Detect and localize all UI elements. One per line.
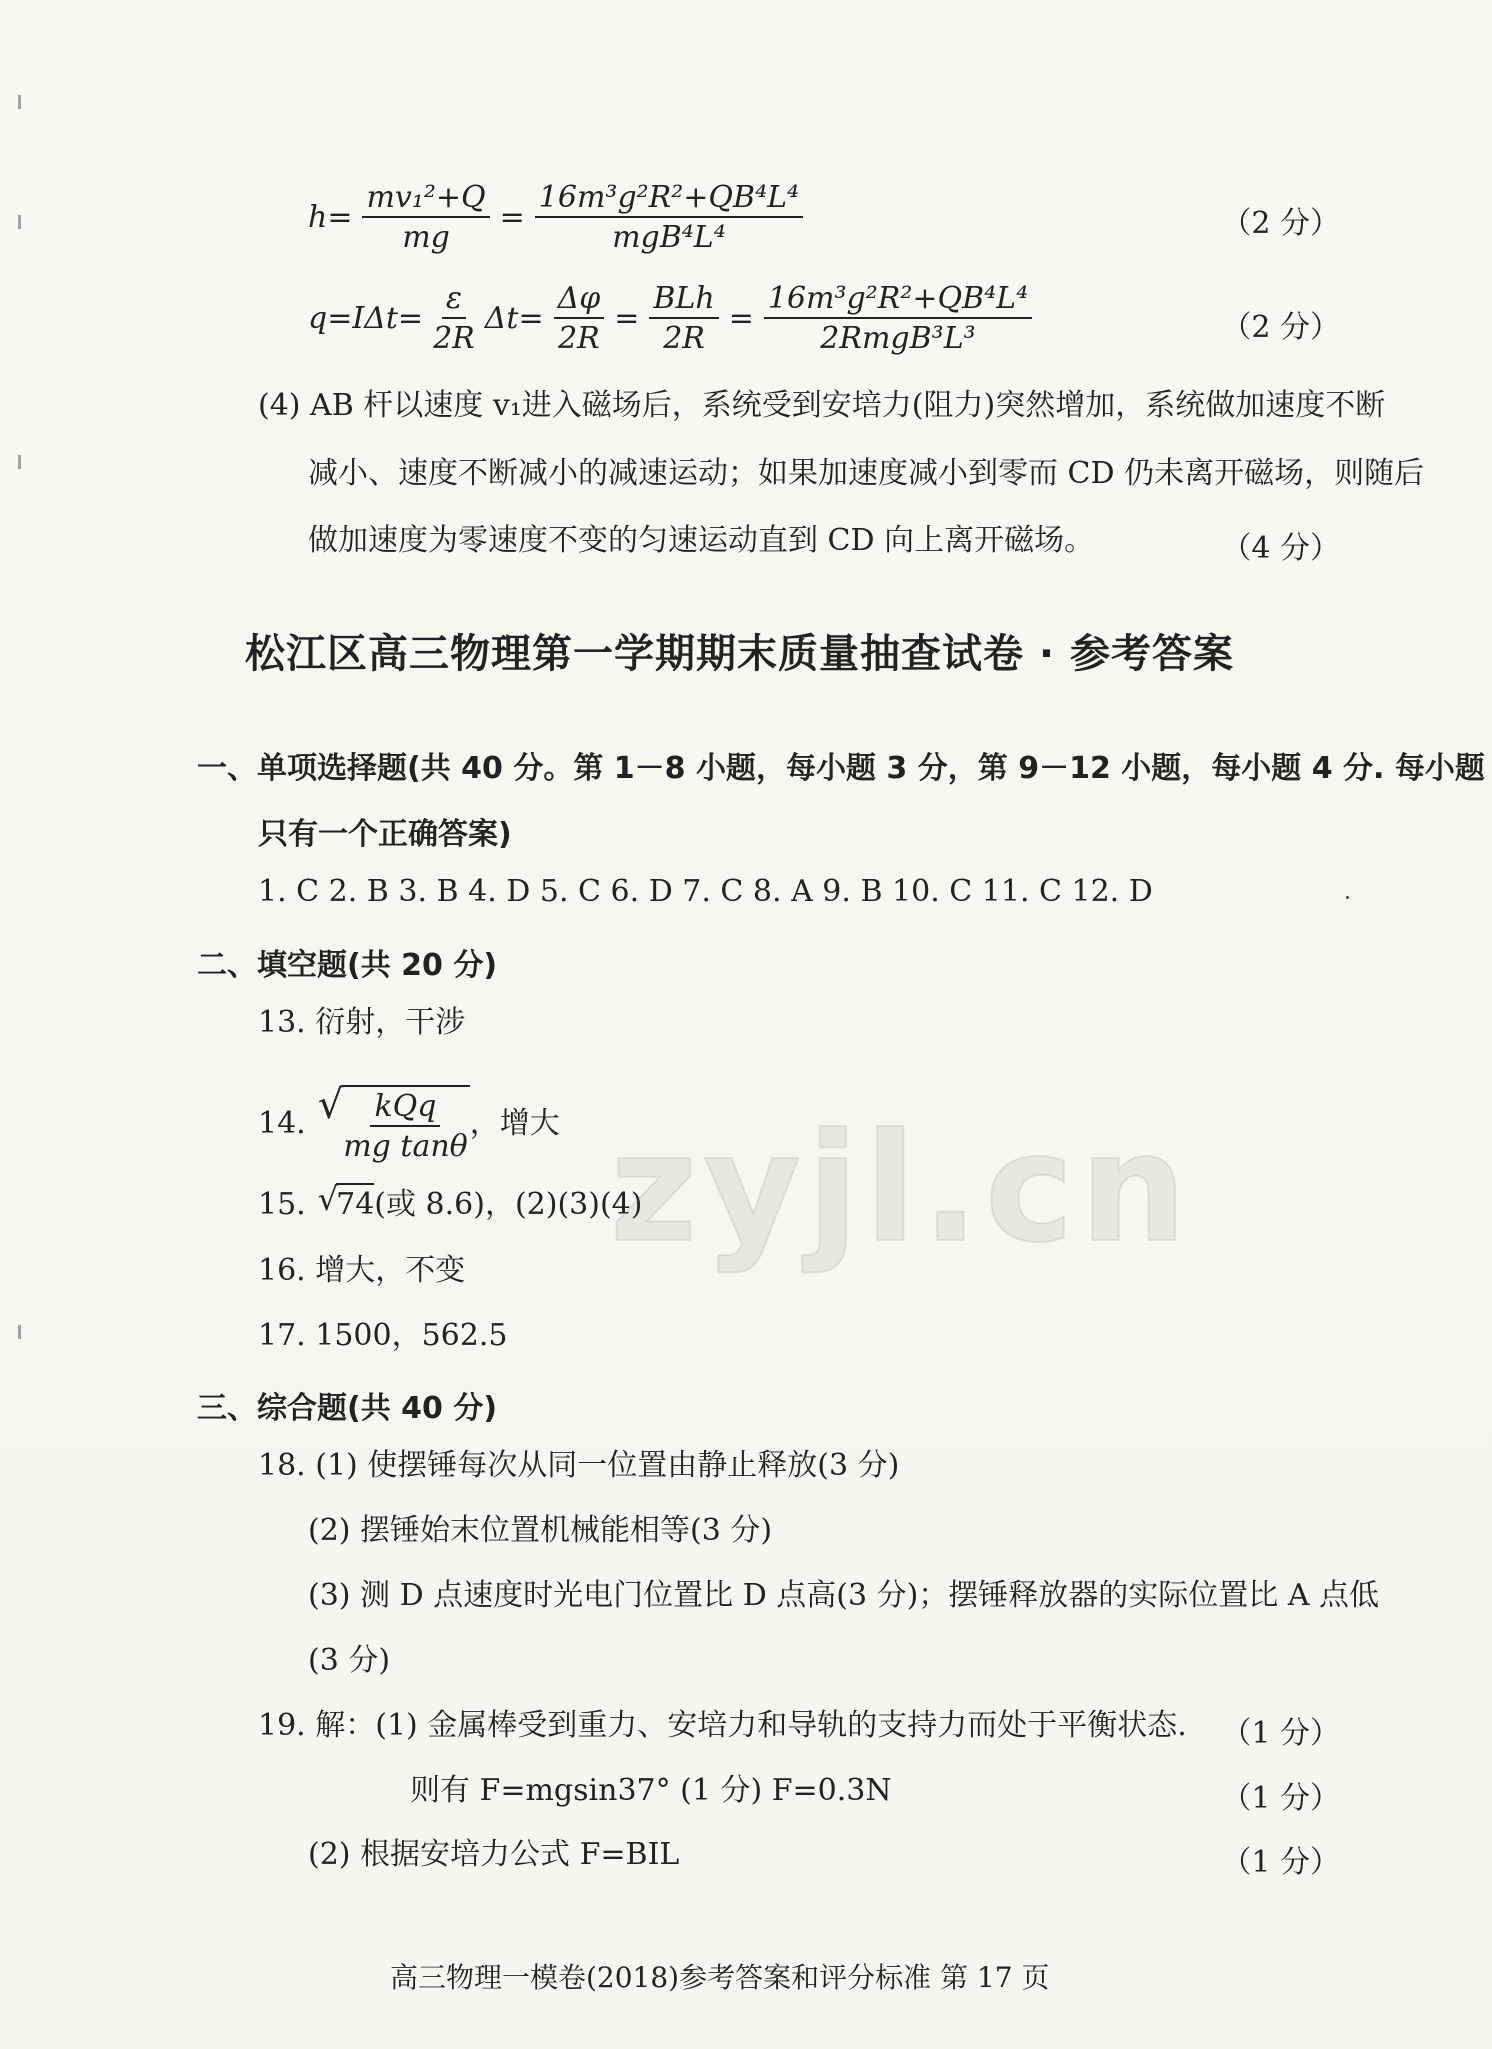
question-19-line-1: 19. 解：(1) 金属棒受到重力、安培力和导轨的支持力而处于平衡状态. <box>258 1708 1187 1743</box>
square-root-icon: √ <box>317 1082 344 1128</box>
h-fraction-2 <box>535 182 803 253</box>
page-footer: 高三物理一模卷(2018)参考答案和评分标准 第 17 页 <box>390 1961 1050 1994</box>
q-fraction-3 <box>649 283 718 354</box>
section-three-heading: 三、综合题(共 40 分) <box>197 1391 498 1426</box>
question-15-prefix: 15. <box>258 1187 306 1222</box>
h-equation <box>308 182 805 253</box>
h-fraction-1-numerator: mv₁²+Q <box>362 182 489 218</box>
question-14-numerator: kQq <box>370 1091 440 1127</box>
question-14 <box>258 1082 560 1164</box>
scan-edge-mark <box>18 95 21 109</box>
h-fraction-1 <box>362 182 489 253</box>
paragraph-line-2: 减小、速度不断减小的减速运动；如果加速度减小到零而 CD 仍未离开磁场，则随后 <box>308 456 1425 491</box>
question-19-line-2: 则有 F=mgsin37° (1 分) F=0.3N <box>410 1773 892 1808</box>
question-19-line-2-score: （1 分） <box>1221 1781 1340 1816</box>
section-one-line-2: 只有一个正确答案) <box>258 817 512 852</box>
q-score: （2 分） <box>1221 310 1340 345</box>
watermark: zyjl.cn <box>610 1102 1193 1276</box>
square-root-icon: √ <box>317 1180 339 1218</box>
question-15-root-value: 74 <box>336 1183 374 1223</box>
question-15-suffix: (或 8.6)，(2)(3)(4) <box>374 1187 643 1222</box>
section-one-line-1: 一、单项选择题(共 40 分。第 1－8 小题，每小题 3 分，第 9－12 小题，每小题 4 分. 每小题 <box>197 751 1485 786</box>
paragraph-score: （4 分） <box>1221 531 1340 566</box>
question-14-root <box>317 1082 470 1164</box>
q-equals-1: = <box>614 301 640 336</box>
q-part-2: Δt= <box>484 301 544 336</box>
q-equals-2: = <box>728 301 754 336</box>
question-13: 13. 衍射，干涉 <box>258 1005 466 1040</box>
q-part-1: q=IΔt= <box>308 301 424 336</box>
scan-edge-mark <box>18 1325 21 1339</box>
scan-edge-mark <box>18 215 21 229</box>
multiple-choice-answers: 1. C 2. B 3. B 4. D 5. C 6. D 7. C 8. A 9. B 10. C 11. C 12. D <box>258 874 1153 909</box>
h-prefix: h= <box>308 200 353 235</box>
h-score: （2 分） <box>1221 206 1340 241</box>
question-14-suffix: ，增大 <box>469 1105 560 1141</box>
h-fraction-2-denominator: mgB⁴L⁴ <box>612 219 726 255</box>
q-equation <box>308 283 1034 354</box>
scan-edge-mark <box>18 455 21 469</box>
question-14-root-content <box>341 1085 470 1162</box>
q-fraction-4-numerator: 16m³g²R²+QB⁴L⁴ <box>764 283 1032 319</box>
paragraph-line-3: 做加速度为零速度不变的匀速运动直到 CD 向上离开磁场。 <box>308 523 1095 558</box>
question-17: 17. 1500，562.5 <box>258 1318 508 1353</box>
h-fraction-1-denominator: mg <box>402 219 450 255</box>
question-19-line-3: (2) 根据安培力公式 F=BIL <box>308 1837 680 1872</box>
h-equals: = <box>499 200 525 235</box>
question-15 <box>258 1180 643 1223</box>
question-14-denominator: mg tanθ <box>343 1128 468 1164</box>
q-fraction-2 <box>554 283 605 354</box>
question-16: 16. 增大，不变 <box>258 1253 466 1288</box>
q-fraction-1-numerator: ε <box>442 283 466 319</box>
q-fraction-1-denominator: 2R <box>433 320 475 356</box>
question-18-line-1: 18. (1) 使摆锤每次从同一位置由静止释放(3 分) <box>258 1448 900 1483</box>
q-fraction-2-denominator: 2R <box>558 320 600 356</box>
q-fraction-1 <box>433 283 475 354</box>
q-fraction-2-numerator: Δφ <box>554 283 605 319</box>
question-18-line-4: (3 分) <box>308 1643 391 1678</box>
question-15-root <box>317 1180 375 1223</box>
section-two-heading: 二、填空题(共 20 分) <box>197 948 498 983</box>
scan-dot <box>1346 896 1349 899</box>
page-title: 松江区高三物理第一学期期末质量抽查试卷 · 参考答案 <box>245 631 1235 677</box>
q-fraction-3-numerator: BLh <box>649 283 718 319</box>
question-19-line-1-score: （1 分） <box>1221 1716 1340 1751</box>
question-18-line-2: (2) 摆锤始末位置机械能相等(3 分) <box>308 1513 773 1548</box>
question-14-prefix: 14. <box>258 1105 306 1141</box>
question-18-line-3: (3) 测 D 点速度时光电门位置比 D 点高(3 分)；摆锤释放器的实际位置比 A 点低 <box>308 1578 1380 1613</box>
h-fraction-2-numerator: 16m³g²R²+QB⁴L⁴ <box>535 182 803 218</box>
paragraph-line-1: (4) AB 杆以速度 v₁进入磁场后，系统受到安培力(阻力)突然增加，系统做加速度不断 <box>258 388 1386 423</box>
q-fraction-4 <box>764 283 1032 354</box>
question-14-fraction <box>343 1091 468 1162</box>
q-fraction-4-denominator: 2RmgB³L³ <box>820 320 976 356</box>
question-19-line-3-score: （1 分） <box>1221 1845 1340 1880</box>
q-fraction-3-denominator: 2R <box>663 320 705 356</box>
